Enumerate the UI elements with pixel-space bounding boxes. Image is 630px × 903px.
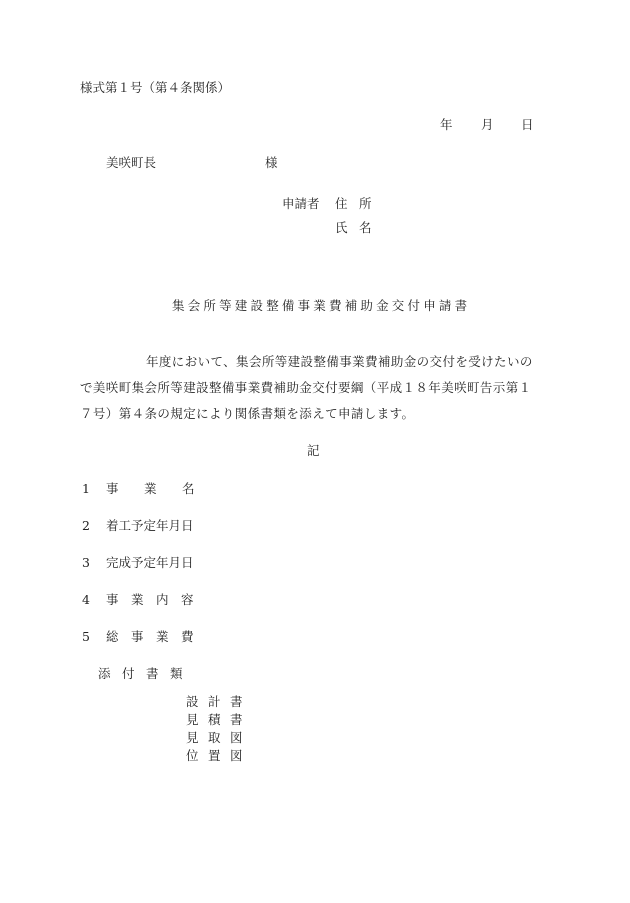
address-label-1: 住 (335, 196, 348, 211)
item-label-char: 事 (131, 629, 144, 644)
attachment-char: 書 (230, 694, 243, 709)
item-number: 2 (82, 518, 90, 533)
name-label-2: 名 (359, 220, 372, 235)
date-day-label: 日 (521, 117, 534, 132)
attachment-char: 設 (186, 694, 199, 709)
item-label-char: 費 (181, 629, 194, 644)
attachment-item (186, 730, 252, 746)
item-label-char: 業 (131, 592, 144, 607)
item-number: 5 (82, 629, 90, 644)
attachment-item (186, 712, 252, 728)
document-title: 集会所等建設整備事業費補助金交付申請書 (172, 298, 471, 313)
item-label-char: 容 (181, 592, 194, 607)
item-label-char: 業 (144, 481, 157, 496)
item-number: 3 (82, 555, 90, 570)
attachment-char: 書 (230, 712, 243, 727)
attachment-char: 計 (208, 694, 221, 709)
body-line-1: 年度において、集会所等建設整備事業費補助金の交付を受けたいの (146, 354, 533, 369)
attachment-char: 置 (208, 748, 221, 763)
body-line-2: で美咲町集会所等建設整備事業費補助金交付要綱（平成１８年美咲町告示第１ (80, 380, 532, 395)
attachment-char: 図 (230, 748, 243, 763)
item-label-char: 総 (106, 629, 119, 644)
attachments-heading-char: 類 (170, 666, 183, 681)
item-number: 1 (82, 481, 90, 496)
item-label: 完成予定年月日 (106, 555, 194, 570)
attachment-char: 積 (208, 712, 221, 727)
name-label-1: 氏 (335, 220, 348, 235)
date-year-label: 年 (440, 117, 453, 132)
attachment-item (186, 748, 252, 764)
ki-heading: 記 (307, 443, 320, 458)
attachment-char: 取 (208, 730, 221, 745)
addressee-honorific: 様 (265, 155, 278, 170)
attachment-char: 見 (186, 730, 199, 745)
address-label-2: 所 (359, 196, 372, 211)
addressee-name: 美咲町長 (106, 155, 157, 170)
form-number: 様式第１号（第４条関係） (80, 80, 231, 95)
date-month-label: 月 (481, 117, 494, 132)
attachment-char: 位 (186, 748, 199, 763)
item-label: 着工予定年月日 (106, 518, 194, 533)
body-line-3: ７号）第４条の規定により関係書類を添えて申請します。 (80, 406, 415, 421)
item-number: 4 (82, 592, 90, 607)
attachment-item (186, 694, 252, 710)
applicant-label: 申請者 (282, 196, 320, 211)
attachments-heading-char: 書 (146, 666, 159, 681)
item-label-char: 事 (106, 592, 119, 607)
item-label-char: 内 (156, 592, 169, 607)
item-label-char: 業 (156, 629, 169, 644)
item-label-char: 事 (106, 481, 119, 496)
item-label-char: 名 (182, 481, 195, 496)
attachments-heading-char: 添 (98, 666, 111, 681)
attachment-char: 見 (186, 712, 199, 727)
attachment-char: 図 (230, 730, 243, 745)
attachments-heading-char: 付 (122, 666, 135, 681)
